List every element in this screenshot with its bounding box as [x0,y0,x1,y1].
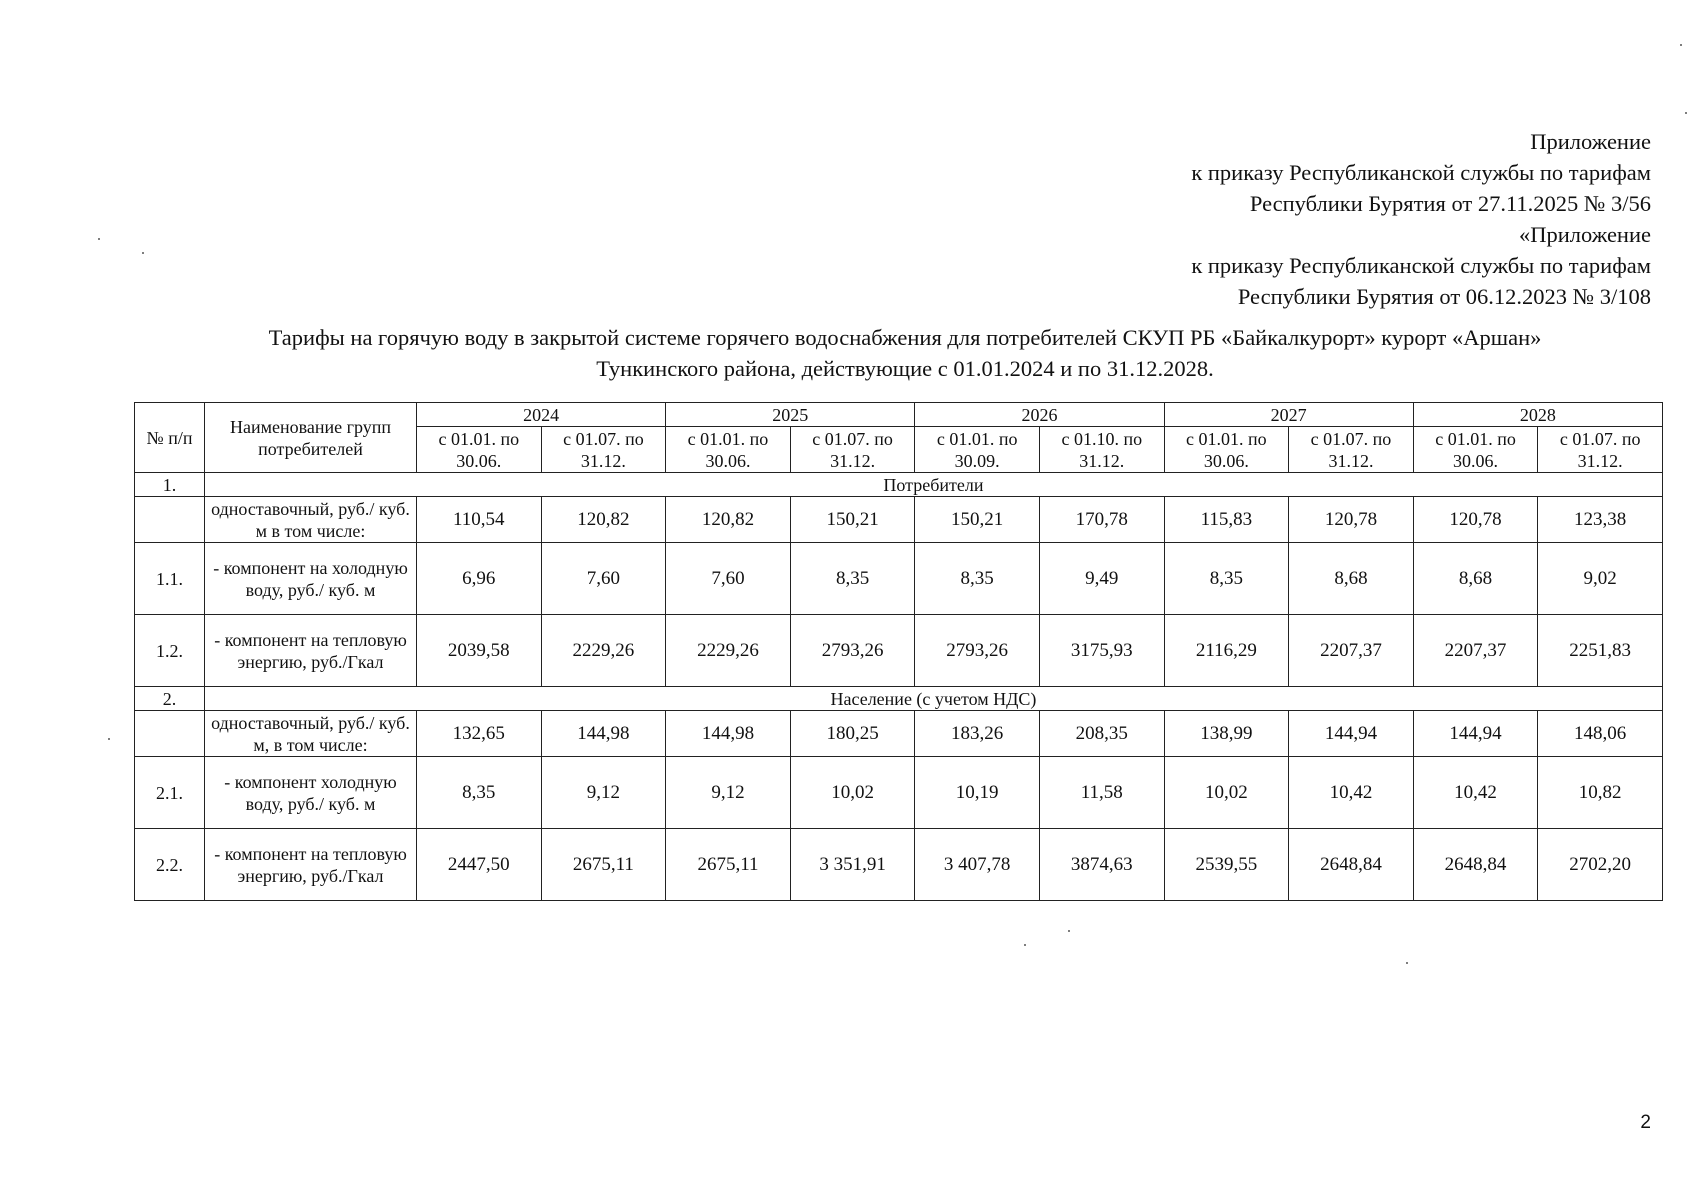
tariff-value: 2702,20 [1538,829,1663,901]
tariff-value: 3175,93 [1039,615,1164,687]
tariff-value: 150,21 [790,497,915,543]
tariff-value: 10,82 [1538,757,1663,829]
period-header: с 01.07. по 31.12. [790,427,915,473]
tariff-value: 144,94 [1289,711,1414,757]
tariff-value: 138,99 [1164,711,1289,757]
table-row [135,829,1663,901]
header-line: к приказу Республиканской службы по тарифам [1191,253,1651,278]
title-line-1: Тарифы на горячую воду в закрытой системе горячего водоснабжения для потребителей СКУП РБ «Байкалкурорт» курорт «Аршан» [268,325,1542,350]
row-number: 1.1. [135,543,205,615]
section-title: Население (с учетом НДС) [205,687,1663,711]
tariff-value: 2793,26 [915,615,1040,687]
tariff-value: 11,58 [1039,757,1164,829]
period-header: с 01.01. по 30.06. [417,427,542,473]
tariff-value: 2539,55 [1164,829,1289,901]
period-header: с 01.07. по 31.12. [1289,427,1414,473]
tariff-value: 8,35 [417,757,542,829]
tariff-value: 144,98 [541,711,666,757]
period-header: с 01.07. по 31.12. [541,427,666,473]
year-header: 2028 [1413,403,1662,427]
tariff-value: 120,78 [1289,497,1414,543]
tariff-value: 120,82 [541,497,666,543]
tariff-value: 8,35 [915,543,1040,615]
row-name: - компонент на тепловую энергию, руб./Гкал [205,829,417,901]
row-number: 2.1. [135,757,205,829]
tariff-value: 208,35 [1039,711,1164,757]
period-header: с 01.10. по 31.12. [1039,427,1164,473]
scan-speck [1685,112,1687,114]
row-name: одноставочный, руб./ куб. м, в том числе: [205,711,417,757]
header-line: к приказу Республиканской службы по тарифам [1191,160,1651,185]
year-header: 2027 [1164,403,1413,427]
appendix-header [1191,126,1651,312]
tariff-value: 10,42 [1289,757,1414,829]
tariff-value: 9,12 [666,757,791,829]
scan-speck [1680,44,1682,46]
tariff-value: 8,35 [1164,543,1289,615]
row-number: 2.2. [135,829,205,901]
tariff-value: 2793,26 [790,615,915,687]
tariff-value: 9,12 [541,757,666,829]
tariff-value: 8,35 [790,543,915,615]
year-header: 2024 [417,403,666,427]
scan-speck [1406,962,1408,964]
tariff-value: 2039,58 [417,615,542,687]
tariff-value: 2229,26 [541,615,666,687]
section-number: 2. [135,687,205,711]
section-row [135,687,1663,711]
tariff-value: 7,60 [666,543,791,615]
tariff-value: 2675,11 [666,829,791,901]
tariff-value: 132,65 [417,711,542,757]
tariff-value: 8,68 [1289,543,1414,615]
tariff-value: 170,78 [1039,497,1164,543]
table-row [135,757,1663,829]
year-header: 2025 [666,403,915,427]
row-name: - компонент на тепловую энергию, руб./Гкал [205,615,417,687]
tariff-value: 144,98 [666,711,791,757]
tariff-value: 7,60 [541,543,666,615]
row-number [135,497,205,543]
tariff-value: 150,21 [915,497,1040,543]
header-line: Республики Бурятия от 06.12.2023 № 3/108 [1237,284,1651,309]
scan-speck [1068,930,1070,932]
tariff-value: 2116,29 [1164,615,1289,687]
header-line: Республики Бурятия от 27.11.2025 № 3/56 [1249,191,1651,216]
year-header-row [135,403,1663,427]
table-row [135,497,1663,543]
tariff-value: 123,38 [1538,497,1663,543]
tariff-value: 3 407,78 [915,829,1040,901]
tariff-value: 2207,37 [1413,615,1538,687]
tariff-value: 3 351,91 [790,829,915,901]
tariff-value: 180,25 [790,711,915,757]
tariff-value: 2251,83 [1538,615,1663,687]
year-header: 2026 [915,403,1164,427]
tariff-value: 110,54 [417,497,542,543]
period-header: с 01.01. по 30.06. [1164,427,1289,473]
section-row [135,473,1663,497]
row-number [135,711,205,757]
tariff-value: 6,96 [417,543,542,615]
tariff-value: 2648,84 [1289,829,1414,901]
tariff-value: 2675,11 [541,829,666,901]
page-number: 2 [1640,1112,1651,1133]
period-header: с 01.01. по 30.09. [915,427,1040,473]
tariff-table [134,402,1663,901]
scan-speck [1024,944,1026,946]
column-header-name: Наименование групп потребителей [205,403,417,473]
scan-speck [142,252,144,254]
tariff-value: 2447,50 [417,829,542,901]
period-header: с 01.01. по 30.06. [1413,427,1538,473]
tariff-value: 10,02 [1164,757,1289,829]
section-number: 1. [135,473,205,497]
period-header: с 01.07. по 31.12. [1538,427,1663,473]
tariff-value: 148,06 [1538,711,1663,757]
tariff-value: 9,02 [1538,543,1663,615]
table-row [135,615,1663,687]
period-header: с 01.01. по 30.06. [666,427,791,473]
tariff-value: 8,68 [1413,543,1538,615]
header-line: «Приложение [1518,222,1651,247]
title-line-2: Тункинского района, действующие с 01.01.2024 и по 31.12.2028. [596,356,1214,381]
tariff-value: 2648,84 [1413,829,1538,901]
section-title: Потребители [205,473,1663,497]
header-line: Приложение [1530,129,1651,154]
row-name: - компонент на холодную воду, руб./ куб. м [205,543,417,615]
table-row [135,543,1663,615]
row-name: одноставочный, руб./ куб. м в том числе: [205,497,417,543]
tariff-value: 10,19 [915,757,1040,829]
tariff-value: 2207,37 [1289,615,1414,687]
tariff-value: 144,94 [1413,711,1538,757]
tariff-value: 115,83 [1164,497,1289,543]
row-name: - компонент холодную воду, руб./ куб. м [205,757,417,829]
table-row [135,711,1663,757]
column-header-number: № п/п [135,403,205,473]
tariff-value: 2229,26 [666,615,791,687]
tariff-value: 183,26 [915,711,1040,757]
tariff-value: 10,42 [1413,757,1538,829]
tariff-value: 120,82 [666,497,791,543]
scan-speck [108,738,110,740]
tariff-value: 3874,63 [1039,829,1164,901]
scan-speck [98,238,100,240]
tariff-value: 120,78 [1413,497,1538,543]
document-title [0,322,1698,384]
tariff-value: 10,02 [790,757,915,829]
row-number: 1.2. [135,615,205,687]
tariff-value: 9,49 [1039,543,1164,615]
